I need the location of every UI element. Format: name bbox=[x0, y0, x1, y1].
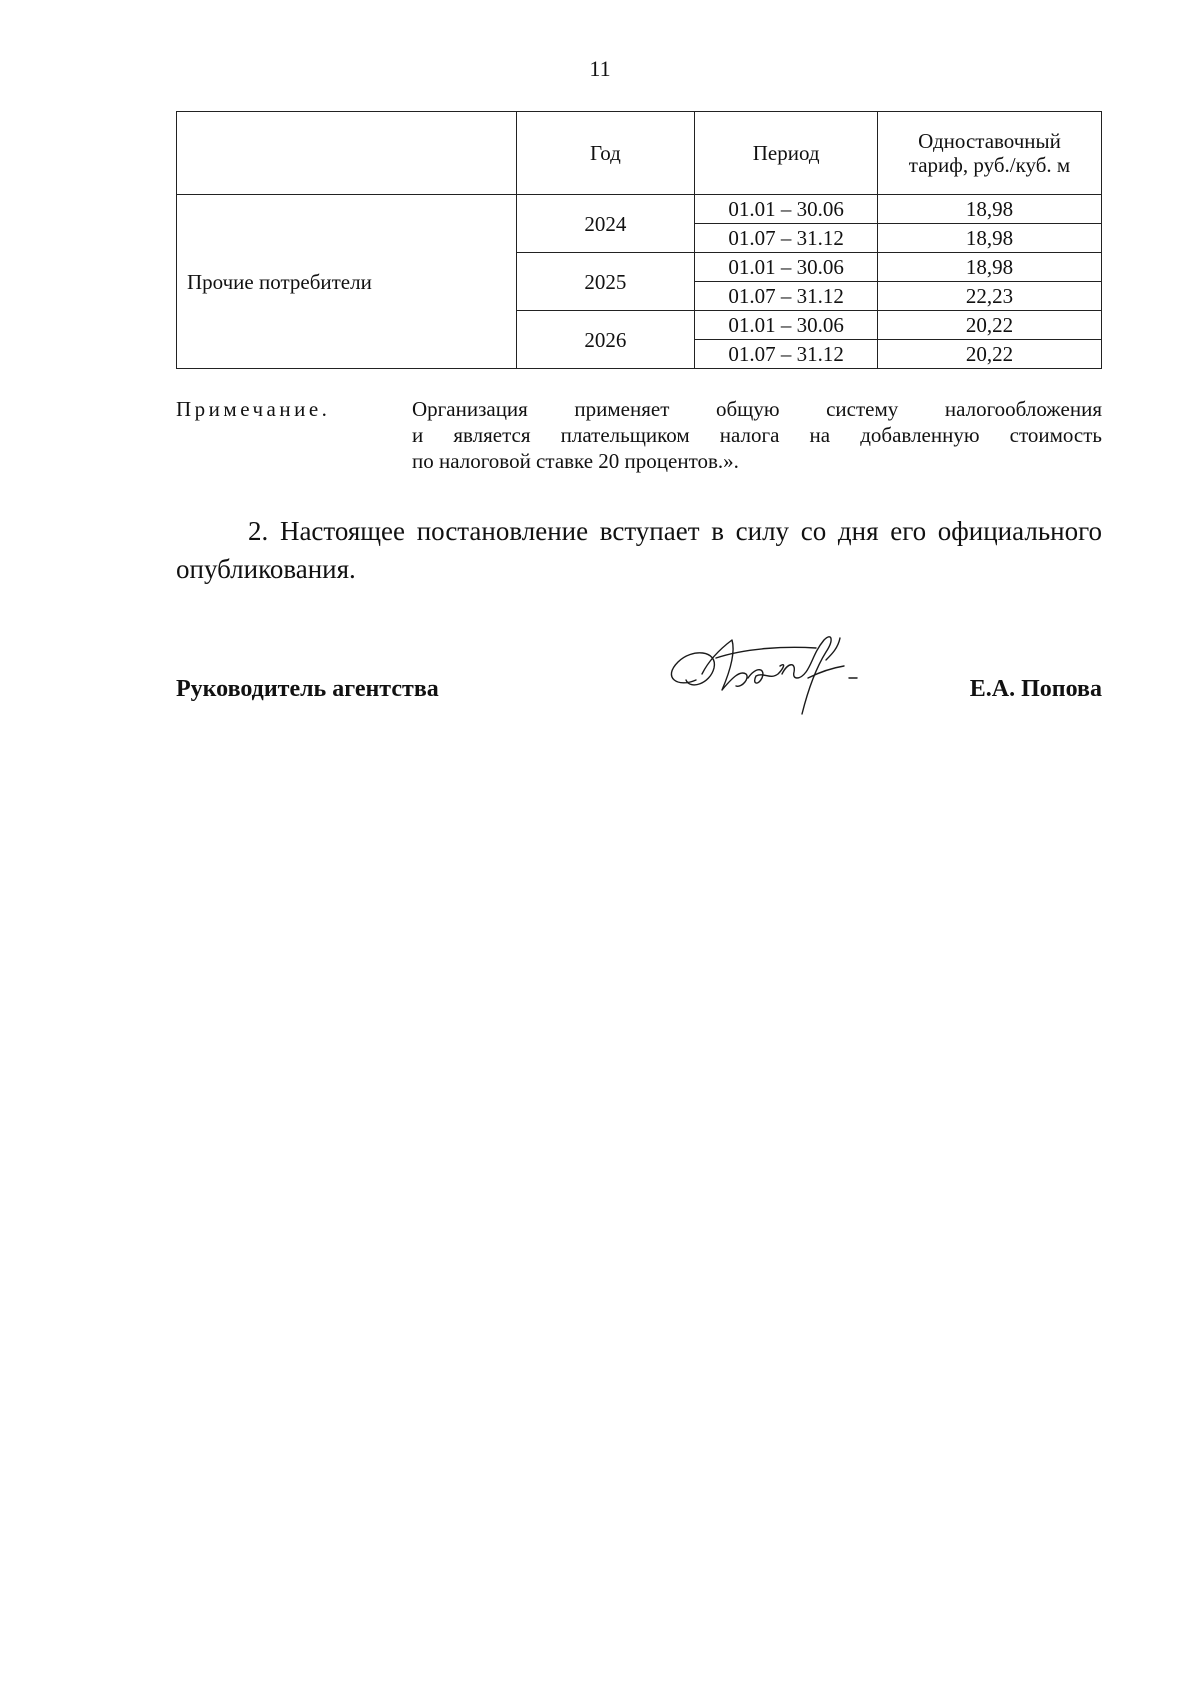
period-cell: 01.01 – 30.06 bbox=[695, 195, 878, 224]
period-cell: 01.07 – 31.12 bbox=[695, 282, 878, 311]
tariff-cell: 20,22 bbox=[878, 340, 1102, 369]
page-number: 11 bbox=[589, 56, 611, 81]
header-tariff: Одноставочный тариф, руб./куб. м bbox=[878, 112, 1102, 195]
note-label: Примечание. bbox=[176, 397, 331, 421]
header-consumer bbox=[177, 112, 517, 195]
tariff-cell: 18,98 bbox=[878, 253, 1102, 282]
tariff-table bbox=[176, 111, 1102, 369]
tariff-cell: 18,98 bbox=[878, 224, 1102, 253]
table-row bbox=[177, 195, 1102, 224]
effective-date-paragraph bbox=[176, 512, 1102, 588]
signatory-name: Е.А. Попова bbox=[969, 676, 1102, 702]
consumer-cell: Прочие потребители bbox=[177, 195, 517, 369]
note-text bbox=[412, 396, 1102, 474]
year-cell: 2024 bbox=[516, 195, 695, 253]
signatory-title: Руководитель агентства bbox=[176, 676, 439, 702]
tariff-cell: 18,98 bbox=[878, 195, 1102, 224]
handwritten-signature bbox=[656, 618, 876, 728]
table-header-row bbox=[177, 112, 1102, 195]
note-line: по налоговой ставке 20 процентов.». bbox=[412, 449, 739, 473]
tariff-cell: 20,22 bbox=[878, 311, 1102, 340]
header-year: Год bbox=[516, 112, 695, 195]
year-cell: 2026 bbox=[516, 311, 695, 369]
period-cell: 01.01 – 30.06 bbox=[695, 253, 878, 282]
year-cell: 2025 bbox=[516, 253, 695, 311]
note-line: и является плательщиком налога на добавленную стоимость bbox=[412, 423, 1102, 447]
tariff-cell: 22,23 bbox=[878, 282, 1102, 311]
period-cell: 01.01 – 30.06 bbox=[695, 311, 878, 340]
signature-block bbox=[176, 670, 1102, 710]
paragraph-line: опубликования. bbox=[176, 554, 356, 584]
paragraph-line: 2. Настоящее постановление вступает в силу со дня его официального bbox=[248, 516, 1102, 546]
period-cell: 01.07 – 31.12 bbox=[695, 224, 878, 253]
period-cell: 01.07 – 31.12 bbox=[695, 340, 878, 369]
header-period: Период bbox=[695, 112, 878, 195]
note-line: Организация применяет общую систему налогообложения bbox=[412, 397, 1102, 421]
